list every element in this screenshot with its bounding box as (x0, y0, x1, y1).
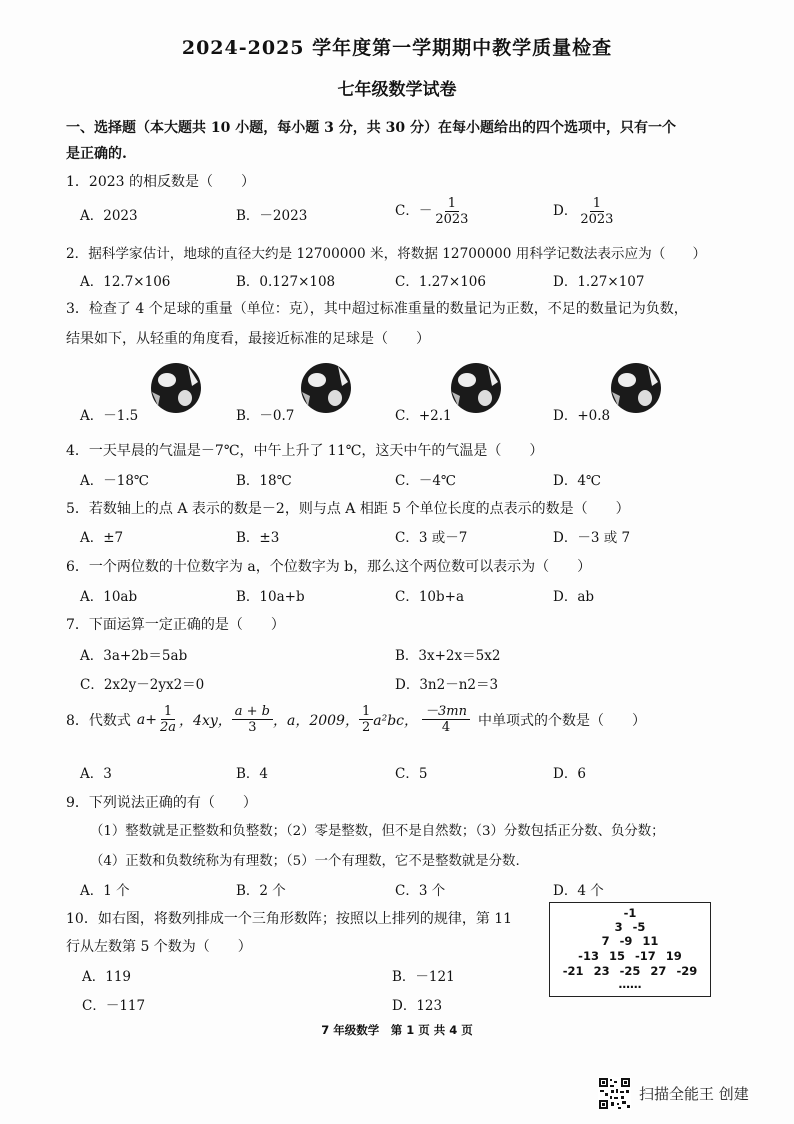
q5-option-b: B．±3 (236, 530, 280, 546)
triangle-cell: 27 (650, 964, 667, 978)
triangle-cell: 19 (665, 949, 682, 963)
q9-option-a: A．1 个 (80, 883, 130, 899)
q6-option-b: B．10a+b (236, 589, 305, 605)
q5-stem: 5．若数轴上的点 A 表示的数是－2，则与点 A 相距 5 个单位长度的点表示的数是（ ） (66, 501, 630, 517)
soccer-ball-icon (300, 362, 352, 414)
q10-option-a: A．119 (82, 969, 132, 985)
q7-option-c: C．2x2y－2yx2＝0 (80, 677, 205, 693)
q1-option-d-fraction (577, 196, 616, 227)
soccer-ball-icon (610, 362, 662, 414)
q1-c-numerator: 1 (445, 196, 459, 212)
q1-option-c-label: C． (395, 203, 419, 219)
q3-option-d: D．+0.8 (553, 408, 611, 424)
q7-stem: 7．下面运算一定正确的是（ ） (66, 617, 285, 633)
q2-option-d: D．1.27×107 (553, 274, 645, 290)
triangle-cell: 3 (614, 920, 623, 934)
triangle-row (550, 920, 710, 934)
q3-option-b: B．－0.7 (236, 408, 295, 424)
q9-option-d: D．4 个 (553, 883, 604, 899)
q8-term4: ，a，2009， (272, 712, 359, 729)
q3-stem-line2: 结果如下，从轻重的角度看，最接近标准的足球是（ ） (66, 331, 430, 347)
q10-stem-line2: 行从左数第 5 个数为（ ） (66, 939, 252, 955)
triangle-cell: -21 (562, 964, 584, 978)
q3-stem-line1: 3．检查了 4 个足球的重量（单位：克），其中超过标准重量的数量记为正数，不足的数量记为负数， (66, 301, 688, 317)
triangle-cell: -1 (623, 906, 637, 920)
q8-term6-den: 4 (441, 720, 451, 735)
q5-option-a: A．±7 (80, 530, 124, 546)
q8-term6-num: －3mn (422, 704, 470, 720)
q10-option-c: C．－117 (82, 998, 146, 1014)
q9-stem: 9．下列说法正确的有（ ） (66, 795, 257, 811)
triangle-row (550, 949, 710, 963)
q8-stem (66, 704, 646, 735)
q7-option-a: A．3a+2b＝5ab (80, 648, 188, 664)
triangle-cell: -25 (619, 964, 641, 978)
triangle-row (550, 934, 710, 948)
triangle-row (550, 964, 710, 978)
q8-term5-tail: a²bc， (373, 712, 419, 729)
q8-suffix: 中单项式的个数是（ ） (478, 712, 646, 729)
triangle-cell: -13 (578, 949, 599, 963)
page-footer: 7 年级数学 第 1 页 共 4 页 (321, 1023, 473, 1037)
triangle-cell: -5 (632, 920, 646, 934)
number-triangle-figure (549, 902, 711, 997)
q6-stem: 6．一个两位数的十位数字为 a，个位数字为 b，那么这个两位数可以表示为（ ） (66, 559, 592, 575)
triangle-cell: 7 (601, 934, 610, 948)
q1-d-numerator: 1 (590, 196, 604, 212)
exam-subtitle: 七年级数学试卷 (337, 80, 457, 100)
q8-term1-fraction (157, 704, 179, 735)
q6-option-c: C．10b+a (395, 589, 465, 605)
q8-term2: ，4xy， (179, 712, 232, 729)
q2-option-c: C．1.27×106 (395, 274, 486, 290)
q2-option-b: B．0.127×108 (236, 274, 336, 290)
exam-title: 2024-2025 学年度第一学期期中教学质量检查 (181, 37, 613, 59)
triangle-cell: 15 (608, 949, 625, 963)
q8-term1-lead: a+ (136, 711, 157, 728)
q5-option-d: D．－3 或 7 (553, 530, 631, 546)
triangle-cell: -9 (619, 934, 633, 948)
q8-term5-num: 1 (359, 704, 373, 720)
q8-term5-fraction (359, 704, 373, 735)
q6-option-d: D．ab (553, 589, 595, 605)
q9-option-c: C．3 个 (395, 883, 446, 899)
soccer-ball-icon (450, 362, 502, 414)
q7-option-d: D．3n2－n2＝3 (395, 677, 499, 693)
q4-option-c: C．－4℃ (395, 473, 457, 489)
section-heading-line1: 一、选择题（本大题共 10 小题，每小题 3 分，共 30 分）在每小题给出的四个选项中，只有一个 (66, 120, 676, 136)
q8-option-b: B．4 (236, 766, 269, 782)
triangle-cell: -17 (635, 949, 656, 963)
q1-c-denominator: 2023 (435, 212, 469, 227)
q8-option-c: C．5 (395, 766, 428, 782)
q4-option-a: A．－18℃ (80, 473, 150, 489)
q8-term1-num: 1 (161, 704, 175, 720)
soccer-ball-icon (150, 362, 202, 414)
q8-option-a: A．3 (80, 766, 112, 782)
q3-option-a: A．－1.5 (80, 408, 139, 424)
q1-option-b: B．－2023 (236, 208, 308, 224)
q9-statements-line2: （4）正数和负数统称为有理数；（5）一个有理数，它不是整数就是分数. (90, 854, 520, 869)
q1-option-c (395, 196, 471, 227)
q4-stem: 4．一天早晨的气温是－7℃，中午上升了 11℃，这天中午的气温是（ ） (66, 443, 544, 459)
q1-option-c-fraction (432, 196, 471, 227)
q8-term5-den: 2 (361, 720, 371, 735)
q9-statements-line1: （1）整数就是正整数和负整数；（2）零是整数，但不是自然数；（3）分数包括正分数、负分数； (90, 824, 665, 839)
q8-term3-den: 3 (248, 720, 257, 735)
q6-option-a: A．10ab (80, 589, 138, 605)
scanner-watermark-text: 扫描全能王 创建 (639, 1085, 749, 1103)
q10-option-d: D．123 (392, 998, 443, 1014)
triangle-row (550, 977, 710, 991)
q8-term6-fraction (422, 704, 470, 735)
q3-option-c: C．+2.1 (395, 408, 452, 424)
q7-option-b: B．3x+2x＝5x2 (395, 648, 501, 664)
q8-term3-num: a + b (232, 704, 273, 720)
q1-option-c-sign: － (418, 203, 433, 219)
q8-option-d: D．6 (553, 766, 586, 782)
q2-stem: 2．据科学家估计，地球的直径大约是 12700000 米，将数据 12700000 用科学记数法表示应为（ ） (66, 246, 707, 262)
q1-stem: 1．2023 的相反数是（ ） (66, 174, 255, 190)
section-heading-line2: 是正确的. (66, 146, 127, 162)
q1-option-d (553, 196, 616, 227)
triangle-cell: 23 (593, 964, 610, 978)
q10-stem-line1: 10．如右图，将数列排成一个三角形数阵；按照以上排列的规律，第 11 (66, 911, 513, 927)
q1-option-d-label: D． (553, 203, 578, 219)
q8-term1-den: 2a (160, 720, 177, 735)
qr-code-icon (598, 1077, 631, 1110)
triangle-row (550, 906, 710, 920)
q1-d-denominator: 2023 (580, 212, 614, 227)
q4-option-b: B．18℃ (236, 473, 292, 489)
q8-prefix: 8．代数式 (66, 712, 131, 729)
q9-option-b: B．2 个 (236, 883, 286, 899)
q4-option-d: D．4℃ (553, 473, 602, 489)
q10-option-b: B．－121 (392, 969, 455, 985)
triangle-ellipsis: …… (618, 977, 642, 991)
q5-option-c: C．3 或－7 (395, 530, 468, 546)
q8-term3-fraction (232, 704, 273, 735)
q1-option-a: A．2023 (80, 208, 138, 224)
triangle-cell: -29 (676, 964, 698, 978)
q2-option-a: A．12.7×106 (80, 274, 171, 290)
triangle-cell: 11 (642, 934, 659, 948)
